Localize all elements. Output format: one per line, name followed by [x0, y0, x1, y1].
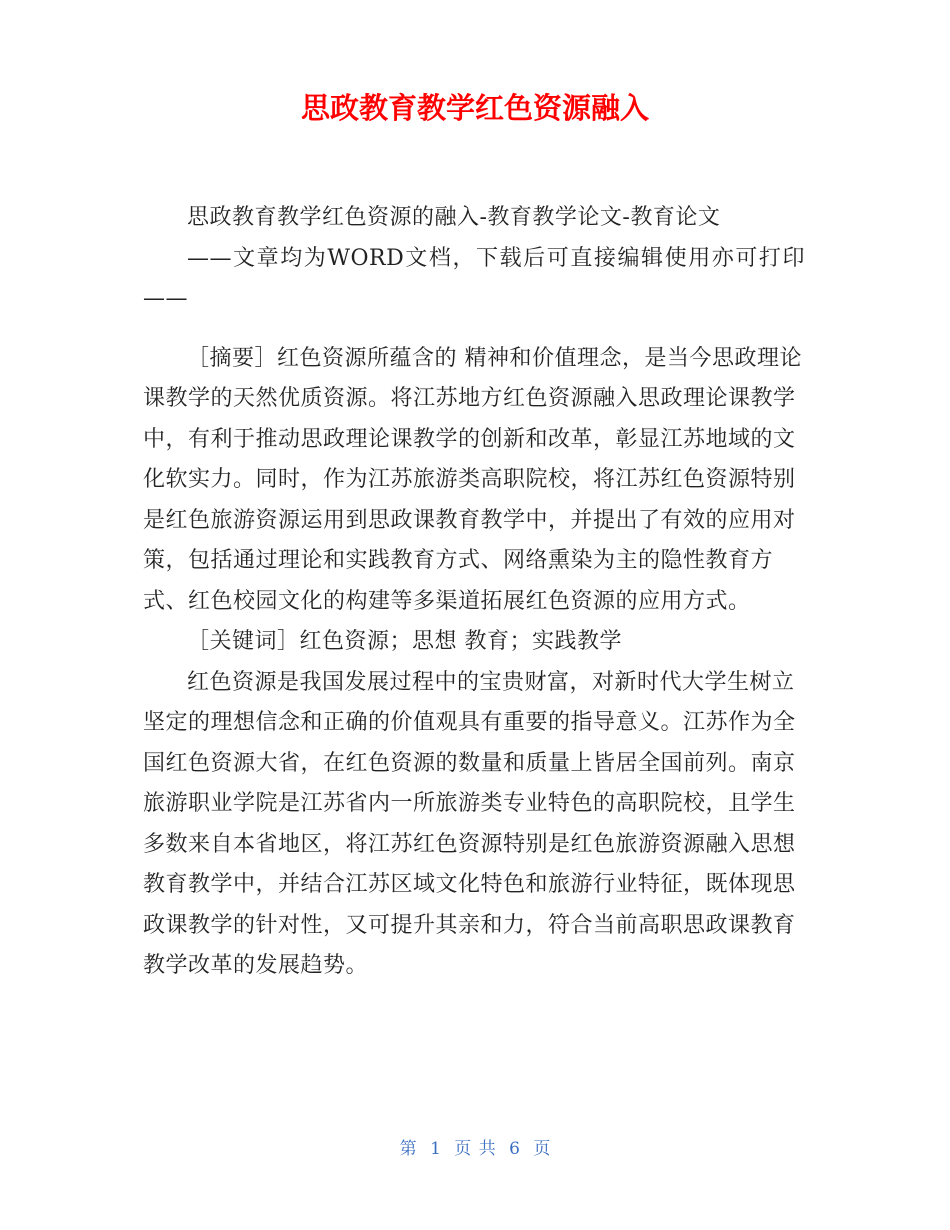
page-footer — [0, 1134, 950, 1159]
subtitle-line: 思政教育教学红色资源的融入-教育教学论文-教育论文 — [187, 205, 721, 230]
document-title: 思政教育教学红色资源融入 — [300, 91, 649, 125]
footer-prefix: 第 — [399, 1139, 417, 1159]
keywords-line: ［关键词］红色资源；思想 教育；实践教学 — [187, 629, 622, 654]
note-line: ——文章均为WORD文档，下载后可直接编辑使用亦可打印—— — [143, 245, 805, 311]
footer-page-number: 1 — [430, 1139, 441, 1159]
body-paragraph: 红色资源是我国发展过程中的宝贵财富，对新时代大学生树立坚定的理想信念和正确的价值观具有重要的指导意义。江苏作为全国红色资源大省，在红色资源的数量和质量上皆居全国前列。南京旅游职业学院是江苏省内一所旅游类专业特色的高职院校，且学生多数来自本省地区，将江苏红色资源特别是红色旅游资源融入思想 教育教学中，并结合江苏区域文化特色和旅游行业特征，既体现思政课教学的针对性，又可提升其亲和力，符合当前高职思政课教育教学改革的发展趋势。 — [143, 669, 796, 978]
footer-suffix: 页 — [533, 1139, 551, 1159]
footer-middle: 页 共 — [454, 1139, 496, 1159]
footer-total-pages: 6 — [509, 1139, 520, 1159]
abstract-paragraph: ［摘要］红色资源所蕴含的 精神和价值理念，是当今思政理论课教学的天然优质资源。将江苏地方红色资源融入思政理论课教学中，有利于推动思政理论课教学的创新和改革，彰显江苏地域的文化软实力。同时，作为江苏旅游类高职院校，将江苏红色资源特别是红色旅游资源运用到思政课教育教学中，并提出了有效的应用对策，包括通过理论和实践教育方式、网络熏染为主的隐性教育方式、红色校园文化的构建等多渠道拓展红色资源的应用方式。 — [143, 345, 802, 614]
document-body — [143, 198, 805, 987]
